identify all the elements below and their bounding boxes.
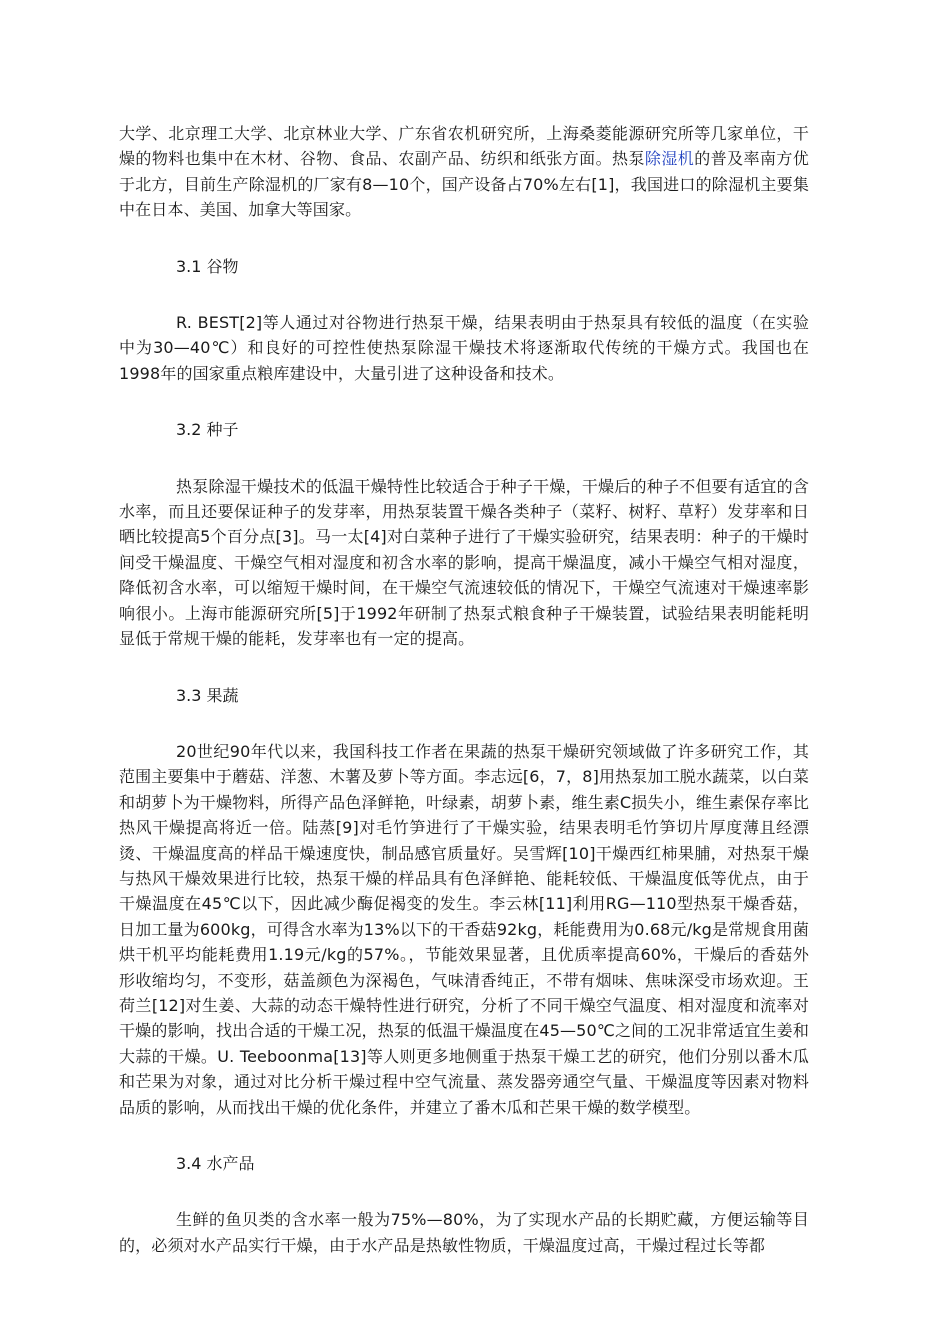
intro-text-before-link: 大学、北京理工大学、北京林业大学、广东省农机研究所，上海桑菱能源研究所等几家单位，干燥的物料也集中在木材、谷物、食品、农副产品、纺织和纸张方面。热泵 <box>119 124 809 169</box>
dehumidifier-link[interactable]: 除湿机 <box>644 149 695 169</box>
document-page <box>119 121 809 1258</box>
section-body-fruit-veg: 20世纪90年代以来，我国科技工作者在果蔬的热泵干燥研究领域做了许多研究工作，其范围主要集中于蘑菇、洋葱、木薯及萝卜等方面。李志远[6，7，8]用热泵加工脱水蔬菜，以白菜和胡萝卜为干燥物料，所得产品色泽鲜艳，叶绿素，胡萝卜素，维生素C损失小，维生素保存率比热风干燥提高将近一倍。陆蒸[9]对毛竹笋进行了干燥实验，结果表明毛竹笋切片厚度薄且经漂烫、干燥温度高的样品干燥速度快，制品感官质量好。吴雪辉[10]干燥西红柿果脯，对热泵干燥与热风干燥效果进行比较，热泵干燥的样品具有色泽鲜艳、能耗较低、干燥温度低等优点，由于干燥温度在45℃以下，因此减少酶促褐变的发生。李云林[11]利用RG—110型热泵干燥香菇，日加工量为600kg，可得含水率为13%以下的干香菇92kg，耗能费用为0.68元/kg是常规食用菌烘干机平均能耗费用1.19元/kg的57%。，节能效果显著，且优质率提高60%，干燥后的香菇外形收缩均匀，不变形，菇盖颜色为深褐色，气味清香纯正，不带有烟味、焦味深受市场欢迎。王荷兰[12]对生姜、大蒜的动态干燥特性进行研究，分析了不同干燥空气温度、相对湿度和流率对干燥的影响，找出合适的干燥工况，热泵的低温干燥温度在45—50℃之间的工况非常适宜生姜和大蒜的干燥。U. Teeboonma[13]等人则更多地侧重于热泵干燥工艺的研究，他们分别以番木瓜和芒果为对象，通过对比分析干燥过程中空气流量、蒸发器旁通空气量、干燥温度等因素对物料品质的影响，从而找出干燥的优化条件，并建立了番木瓜和芒果干燥的数学模型。 <box>119 741 809 1117</box>
section-body-aquatic: 生鲜的鱼贝类的含水率一般为75%—80%，为了实现水产品的长期贮藏，方便运输等目的，必须对水产品实行干燥，由于水产品是热敏性物质，干燥温度过高，干燥过程过长等都 <box>119 1210 809 1255</box>
intro-paragraph <box>119 121 809 223</box>
section-heading-seed: 3.2 种子 <box>176 420 239 440</box>
section-heading-fruit-veg: 3.3 果蔬 <box>176 685 239 705</box>
section-heading-grain: 3.1 谷物 <box>176 256 239 276</box>
section-body-seed: 热泵除湿干燥技术的低温干燥特性比较适合于种子干燥，干燥后的种子不但要有适宜的含水率，而且还要保证种子的发芽率，用热泵装置干燥各类种子（菜籽、树籽、草籽）发芽率和日晒比较提高5个百分点[3]。马一太[4]对白菜种子进行了干燥实验研究，结果表明：种子的干燥时间受干燥温度、干燥空气相对湿度和初含水率的影响，提高干燥温度，减小干燥空气相对湿度，降低初含水率，可以缩短干燥时间，在干燥空气流速较低的情况下，干燥空气流速对干燥速率影响很小。上海市能源研究所[5]于1992年研制了热泵式粮食种子干燥装置，试验结果表明能耗明显低于常规干燥的能耗，发芽率也有一定的提高。 <box>119 476 809 649</box>
section-body-grain: R. BEST[2]等人通过对谷物进行热泵干燥，结果表明由于热泵具有较低的温度（在实验中为30—40℃）和良好的可控性使热泵除湿干燥技术将逐渐取代传统的干燥方式。我国也在1998年的国家重点粮库建设中，大量引进了这种设备和技术。 <box>119 313 809 383</box>
intro-text-after-link: 的普及率南方优于北方，目前生产除湿机的厂家有8—10个，国产设备占70%左右[1]，我国进口的除湿机主要集中在日本、美国、加拿大等国家。 <box>119 149 809 220</box>
section-heading-aquatic: 3.4 水产品 <box>176 1154 255 1173</box>
